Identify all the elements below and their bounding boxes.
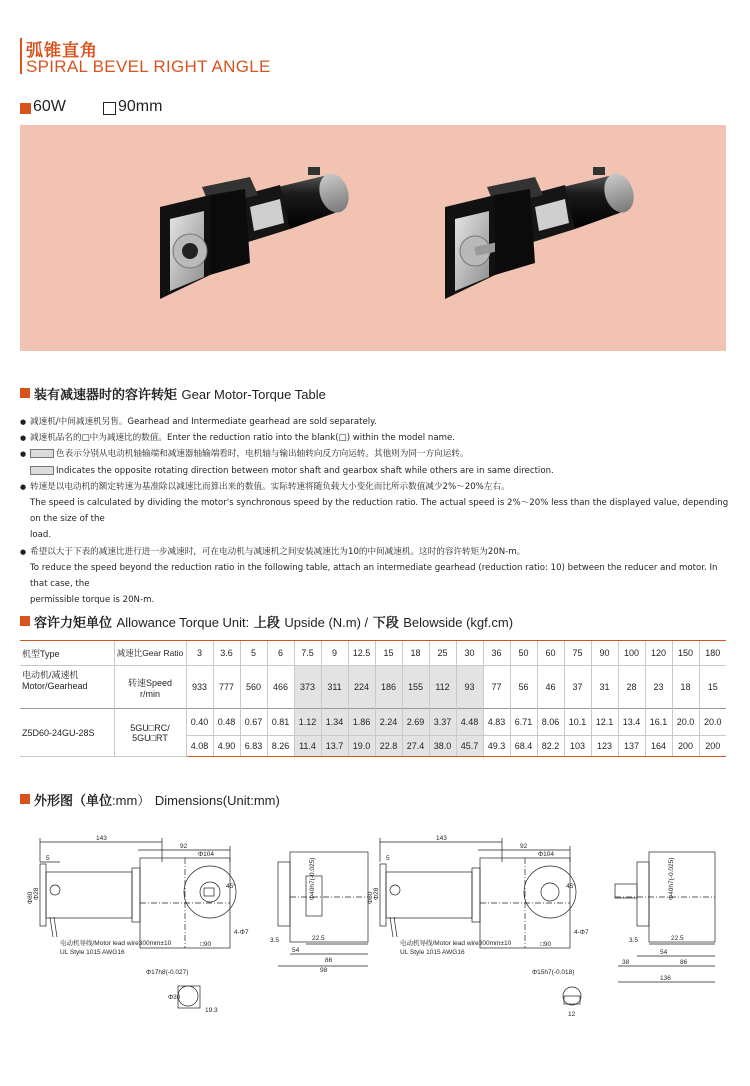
- model-name: Z5D60-24GU-28S: [20, 709, 114, 757]
- table-cell: 2.69: [402, 709, 429, 736]
- table-cell: 1.12: [294, 709, 321, 736]
- table-cell: 23: [645, 666, 672, 709]
- dim-text: 54: [660, 949, 668, 956]
- dim-text: 5: [46, 855, 50, 862]
- table-cell: 28: [618, 666, 645, 709]
- dim-text: Φ40h7(-0.025): [668, 857, 675, 900]
- table-cell: 4.83: [483, 709, 510, 736]
- dim-text: 3.5: [629, 937, 639, 944]
- table-cell: 150: [672, 641, 699, 666]
- table-cell: 311: [321, 666, 348, 709]
- table-cell: 10.1: [564, 709, 591, 736]
- table-cell: 120: [645, 641, 672, 666]
- table-cell: 13.7: [321, 736, 348, 757]
- dim-text: Φ15h7(-0.018): [532, 969, 575, 976]
- note-item-en: permissible torque is 20N-m.: [30, 595, 155, 606]
- note-item: ● 减速机品名的□中为减速比的数值。Enter the reduction ratio into the blank(□) within the model name.: [20, 430, 730, 446]
- note-item: ● 希望以大于下表的减速比进行进一步减速时，可在电动机与减速机之间安装减速比为10的中间减速机。这时的容许转矩为20N-m。: [20, 544, 730, 560]
- table-cell: 0.40: [186, 709, 213, 736]
- accent-square-icon: [20, 616, 30, 626]
- table-row-speed: [20, 666, 726, 709]
- dim-text: 4-Φ7: [234, 929, 249, 936]
- table-cell: 200: [699, 736, 726, 757]
- table-row-ratio: [20, 641, 726, 666]
- spec-power: 60W: [20, 98, 66, 116]
- product-photo-panel: [20, 125, 726, 351]
- wire-label: UL Style 1015 AWG16: [400, 949, 465, 956]
- gear-motor-right: [445, 167, 638, 299]
- table-cell: 16.1: [645, 709, 672, 736]
- section-heading-allowance: 容许力矩单位 Allowance Torque Unit: 上段 Upside (N.m) / 下段 Belowside (kgf.cm): [20, 612, 513, 631]
- table-cell: 6: [267, 641, 294, 666]
- table-cell: 22.8: [375, 736, 402, 757]
- section-heading-dimensions: 外形图（单位:mm） Dimensions(Unit:mm): [20, 790, 280, 809]
- dim-text: 5: [386, 855, 390, 862]
- table-cell: 46: [537, 666, 564, 709]
- dim-text: 4-Φ7: [574, 929, 589, 936]
- table-cell: 75: [564, 641, 591, 666]
- table-cell: 112: [429, 666, 456, 709]
- table-cell: 186: [375, 666, 402, 709]
- table-row-upper: [20, 709, 726, 736]
- table-cell: 12.5: [348, 641, 375, 666]
- table-cell: 18: [402, 641, 429, 666]
- note-item: ● 减速机/中间减速机另售。Gearhead and Intermediate gearhead are sold separately.: [20, 414, 730, 430]
- table-cell: 8.26: [267, 736, 294, 757]
- wire-label: 电动机导线/Motor lead wire300mm±10: [60, 940, 172, 947]
- drawing-right-labels: [367, 835, 688, 1018]
- table-cell: 30: [456, 641, 483, 666]
- dim-text: 143: [96, 835, 107, 842]
- table-cell: 15: [699, 666, 726, 709]
- table-cell: 103: [564, 736, 591, 757]
- dim-text: 86: [325, 957, 333, 964]
- table-cell: 1.34: [321, 709, 348, 736]
- drawing-right-shaft: [563, 987, 581, 1005]
- table-cell: 100: [618, 641, 645, 666]
- table-cell: 11.4: [294, 736, 321, 757]
- gearhead-name: 5GU□RC/ 5GU□RT: [114, 709, 186, 757]
- dim-text: Φ28: [33, 887, 40, 900]
- header-ratio: 减速比Gear Ratio: [114, 641, 186, 666]
- dim-text: 38: [622, 959, 630, 966]
- dim-text: 45°: [566, 883, 576, 890]
- table-cell: 50: [510, 641, 537, 666]
- table-cell: 15: [375, 641, 402, 666]
- table-cell: 12.1: [591, 709, 618, 736]
- table-cell: 123: [591, 736, 618, 757]
- page-title-cn: 弧锥直角: [26, 41, 98, 61]
- dim-text: 92: [180, 843, 188, 850]
- table-cell: 20.0: [699, 709, 726, 736]
- spec-frame: 90mm: [103, 98, 162, 116]
- dim-text: 86: [680, 959, 688, 966]
- table-cell: 3.6: [213, 641, 240, 666]
- table-cell: 2.24: [375, 709, 402, 736]
- dim-text: 22.5: [671, 935, 684, 942]
- notes-list: [20, 414, 730, 608]
- table-cell: 20.0: [672, 709, 699, 736]
- table-cell: 3.37: [429, 709, 456, 736]
- table-cell: 164: [645, 736, 672, 757]
- note-item: ● 色表示分别从电动机轴输端和减速器轴输端看时，电机轴与输出轴转向反方向运转。其他则为同一方向运转。: [20, 446, 730, 462]
- table-cell: 933: [186, 666, 213, 709]
- drawing-right-side: [615, 852, 715, 982]
- torque-table: [20, 640, 726, 757]
- wire-label: UL Style 1015 AWG16: [60, 949, 125, 956]
- table-cell: 93: [456, 666, 483, 709]
- table-cell: 9: [321, 641, 348, 666]
- table-cell: 560: [240, 666, 267, 709]
- shade-swatch: [30, 449, 54, 458]
- table-cell: 68.4: [510, 736, 537, 757]
- dim-text: 98: [320, 967, 328, 974]
- table-cell: 37: [564, 666, 591, 709]
- header-motor: 电动机/减速机 Motor/Gearhead: [22, 670, 88, 691]
- dim-text: 22.5: [312, 935, 325, 942]
- table-cell: 25: [429, 641, 456, 666]
- table-cell: 19.0: [348, 736, 375, 757]
- table-cell: 777: [213, 666, 240, 709]
- note-item-en: The speed is calculated by dividing the motor's synchronous speed by the reduction ratio. The actual speed is 2%～20% less than the displayed value, depending on the size of the: [30, 498, 729, 525]
- table-cell: 18: [672, 666, 699, 709]
- table-cell: 0.48: [213, 709, 240, 736]
- square-outline-icon: [103, 102, 116, 115]
- drawing-left-shaft: [178, 986, 200, 1008]
- dimension-drawings: [20, 832, 730, 1042]
- accent-square-icon: [20, 103, 31, 114]
- table-cell: 49.3: [483, 736, 510, 757]
- accent-square-icon: [20, 388, 30, 398]
- table-cell: 4.48: [456, 709, 483, 736]
- dim-text: Φ17h8(-0.027): [146, 969, 189, 976]
- table-cell: 31: [591, 666, 618, 709]
- dim-text: 12: [568, 1011, 576, 1018]
- accent-square-icon: [20, 794, 30, 804]
- dim-text: Φ80: [27, 891, 34, 904]
- table-cell: 13.4: [618, 709, 645, 736]
- table-cell: 82.2: [537, 736, 564, 757]
- dim-text: Φ28: [373, 887, 380, 900]
- gear-motor-left: [160, 167, 353, 299]
- table-cell: 200: [672, 736, 699, 757]
- dim-text: 54: [292, 947, 300, 954]
- table-cell: 155: [402, 666, 429, 709]
- note-item-en: Indicates the opposite rotating direction between motor shaft and gearbox shaft while others are in same direction.: [20, 463, 730, 479]
- note-item: ● 转速是以电动机的额定转速为基准除以减速比而算出来的数值。实际转速将随负载大小变化而比所示数值减少2%～20%左右。: [20, 479, 730, 495]
- table-cell: 4.90: [213, 736, 240, 757]
- table-cell: 90: [591, 641, 618, 666]
- table-cell: 137: [618, 736, 645, 757]
- dim-text: Φ104: [538, 851, 555, 858]
- dim-text: □90: [540, 941, 552, 948]
- gear-motor-illustration: [20, 125, 726, 351]
- dim-text: □90: [200, 941, 212, 948]
- table-cell: 4.08: [186, 736, 213, 757]
- table-cell: 56: [510, 666, 537, 709]
- table-cell: 0.67: [240, 709, 267, 736]
- table-cell: 27.4: [402, 736, 429, 757]
- table-cell: 466: [267, 666, 294, 709]
- table-cell: 373: [294, 666, 321, 709]
- note-item-en: To reduce the speed beyond the reduction ratio in the following table, attach an intermediate gearhead (reduction ratio: 10) between the reducer and motor. In that case, the: [30, 562, 718, 590]
- table-cell: 6.83: [240, 736, 267, 757]
- table-cell: 180: [699, 641, 726, 666]
- table-cell: 1.86: [348, 709, 375, 736]
- header-type: 机型Type: [20, 641, 114, 666]
- dim-text: 45°: [226, 883, 236, 890]
- table-cell: 60: [537, 641, 564, 666]
- table-cell: 7.5: [294, 641, 321, 666]
- page-title-en: SPIRAL BEVEL RIGHT ANGLE: [26, 57, 271, 76]
- dim-text: Φ40h7(-0.025): [309, 857, 316, 900]
- dim-text: Φ30: [168, 994, 181, 1001]
- section-heading-torque: 装有减速器时的容许转矩 Gear Motor-Torque Table: [20, 384, 326, 403]
- table-cell: 3: [186, 641, 213, 666]
- dim-text: 136: [660, 975, 671, 982]
- header-rule: [20, 38, 22, 74]
- dim-text: Φ104: [198, 851, 215, 858]
- dim-text: 19.3: [205, 1007, 218, 1014]
- note-item-en: load.: [30, 530, 52, 541]
- table-cell: 0.81: [267, 709, 294, 736]
- header-speed: 转速Speed r/min: [114, 666, 186, 709]
- table-cell: 6.71: [510, 709, 537, 736]
- table-cell: 45.7: [456, 736, 483, 757]
- dim-text: 143: [436, 835, 447, 842]
- table-cell: 38.0: [429, 736, 456, 757]
- table-cell: 8.06: [537, 709, 564, 736]
- table-cell: 5: [240, 641, 267, 666]
- dim-text: Φ80: [367, 891, 374, 904]
- shade-swatch: [30, 466, 54, 475]
- dim-text: 3.5: [270, 937, 280, 944]
- wire-label: 电动机导线/Motor lead wire300mm±10: [400, 940, 512, 947]
- dim-text: 92: [520, 843, 528, 850]
- table-cell: 36: [483, 641, 510, 666]
- table-cell: 77: [483, 666, 510, 709]
- table-cell: 224: [348, 666, 375, 709]
